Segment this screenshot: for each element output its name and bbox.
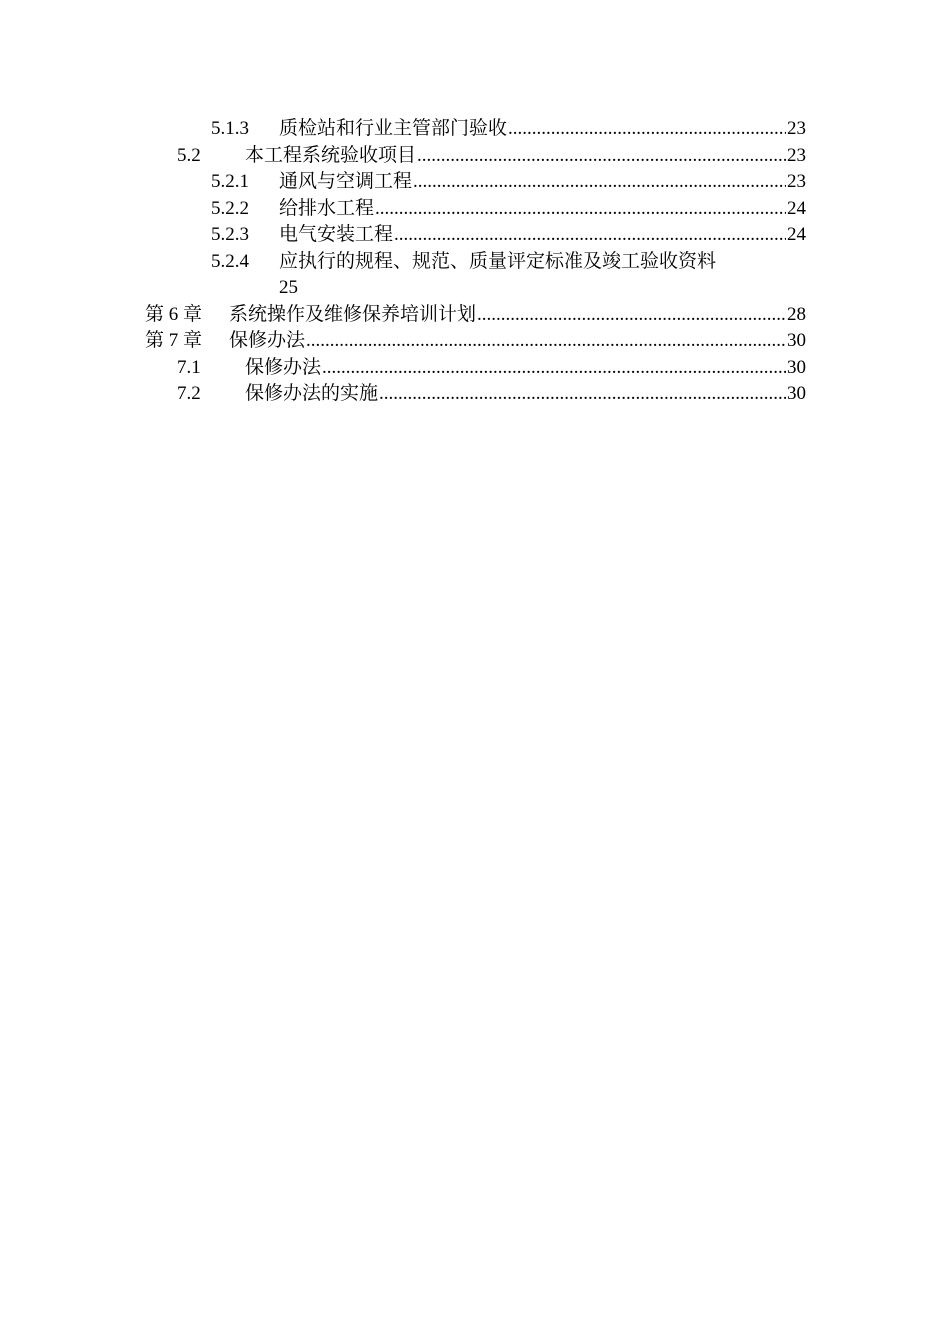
dot-leader <box>375 196 786 223</box>
toc-entry-page: 23 <box>787 144 806 166</box>
dot-leader <box>477 302 786 329</box>
toc-entry-title: 质检站和行业主管部门验收 <box>279 118 508 139</box>
toc-entry-title: 本工程系统验收项目 <box>245 144 417 166</box>
dot-leader <box>379 381 786 408</box>
toc-entry-page: 23 <box>787 118 806 139</box>
toc-entry-number: 5.2.3 <box>211 224 249 245</box>
toc-entry-5-2[interactable] <box>145 143 806 170</box>
table-of-contents <box>145 116 806 408</box>
toc-entry-title: 给排水工程 <box>279 197 375 219</box>
toc-entry-page: 24 <box>787 197 806 219</box>
toc-entry-number: 5.2.4 <box>211 250 249 272</box>
toc-entry-5-2-2[interactable] <box>145 196 806 223</box>
toc-entry-5-2-4[interactable] <box>145 249 806 302</box>
toc-entry-7-1[interactable] <box>145 355 806 382</box>
dot-leader <box>322 355 786 382</box>
toc-entry-number: 7.2 <box>177 383 201 404</box>
dot-leader <box>394 222 786 249</box>
toc-entry-title: 保修办法的实施 <box>245 383 379 404</box>
toc-entry-page: 30 <box>787 383 806 404</box>
toc-entry-page: 25 <box>279 277 298 298</box>
toc-entry-page: 30 <box>787 356 806 378</box>
toc-entry-title: 电气安装工程 <box>279 224 394 245</box>
toc-entry-number: 第 6 章 <box>145 303 203 325</box>
toc-entry-5-2-1[interactable] <box>145 169 806 196</box>
toc-entry-5-1-3[interactable] <box>145 116 806 143</box>
dot-leader <box>413 169 786 196</box>
toc-entry-title: 通风与空调工程 <box>279 171 413 192</box>
toc-entry-number: 5.2.1 <box>211 171 249 192</box>
toc-entry-title: 保修办法 <box>229 330 306 351</box>
toc-entry-title: 系统操作及维修保养培训计划 <box>229 303 477 325</box>
toc-entry-chapter-6[interactable] <box>145 302 806 329</box>
toc-entry-5-2-3[interactable] <box>145 222 806 249</box>
dot-leader <box>417 143 786 170</box>
toc-entry-number: 5.2.2 <box>211 197 249 219</box>
toc-entry-page: 28 <box>787 303 806 325</box>
toc-entry-page: 23 <box>787 171 806 192</box>
toc-entry-number: 7.1 <box>177 356 201 378</box>
toc-entry-chapter-7[interactable] <box>145 328 806 355</box>
dot-leader <box>306 328 786 355</box>
toc-entry-body <box>279 249 716 302</box>
toc-entry-number: 5.1.3 <box>211 118 249 139</box>
dot-leader <box>508 116 786 143</box>
toc-entry-number: 5.2 <box>177 144 201 166</box>
toc-entry-7-2[interactable] <box>145 381 806 408</box>
toc-entry-title: 应执行的规程、规范、质量评定标准及竣工验收资料 <box>279 250 717 272</box>
toc-entry-page: 30 <box>787 330 806 351</box>
toc-entry-page: 24 <box>787 224 806 245</box>
toc-entry-title: 保修办法 <box>245 356 322 378</box>
toc-entry-number: 第 7 章 <box>145 330 203 351</box>
